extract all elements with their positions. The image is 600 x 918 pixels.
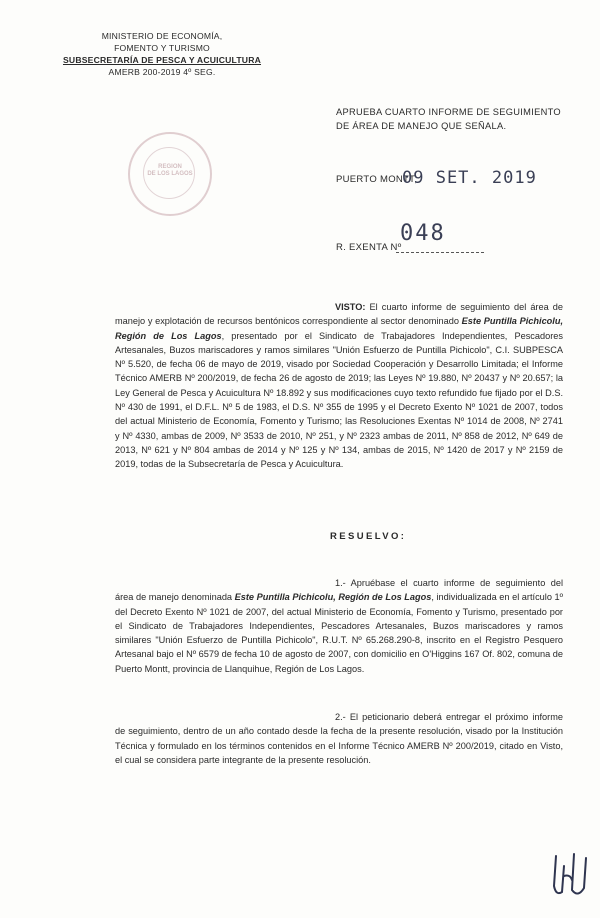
handwritten-date: 09 SET. 2019 [402,168,537,188]
file-reference: AMERB 200-2019 4º SEG. [108,67,216,77]
item-1-text-2: , individualizada en el artículo 1º del Decreto Exento Nº 1021 de 2007, del actual Ministerio de Economía, Fomento y Turismo, presentado por el Sindicato de Trabajadores Independientes, Pescadores Artesanales, Buzos mariscadores y ramos similares "Unión Esfuerzo de Puntilla Pichicolo", R.U.T. Nº 65.268.290-8, inscrito en el Registro Pesquero Artesanal bajo el Nº 6579 de fecha 10 de agosto de 2007, con domicilio en O'Higgins 167 Of. 802, comuna de Puerto Montt, provincia de Llanquihue, Región de Los Lagos. [115,592,563,674]
office-stamp [128,132,212,216]
visto-text-2: , presentado por el Sindicato de Trabajadores Independientes, Pescadores Artesanales, Buzos mariscadores y ramos similares "Unión Esfuerzo de Puntilla Pichicolo", C.I. SUBPESCA Nº 5.520, de fecha 06 de mayo de 2019, visado por Sociedad Cooperación y Desarrollo Limitada; el Informe Técnico AMERB Nº 200/2019, de fecha 26 de agosto de 2019; las Leyes Nº 19.880, Nº 20437 y Nº 20.657; la Ley General de Pesca y Acuicultura Nº 18.892 y sus modificaciones cuyo texto refundido fue fijado por el D.S. Nº 430 de 1991, el D.F.L. Nº 5 de 1983, el D.S. Nº 355 de 1995 y el Decreto Exento Nº 1021 de 2007, todos del actual Ministerio de Economía, Fomento y Turismo; las Resoluciones Exentas Nº 1014 de 2008, Nº 2741 y Nº 4330, ambas de 2009, Nº 3533 de 2010, Nº 251, y Nº 2323 ambas de 2011, Nº 858 de 2012, Nº 649 de 2013, Nº 621 y Nº 804 ambas de 2014 y Nº 125 y Nº 134, ambas de 2015, Nº 1420 de 2017 y Nº 2159 de 2019, todas de la Subsecretaría de Pesca y Acuicultura. [115,330,563,470]
exenta-number-blank [396,252,484,253]
ministry-name-2: FOMENTO Y TURISMO [114,43,210,53]
resolution-item-1 [115,576,563,676]
visto-paragraph [115,300,563,472]
exenta-label: R. EXENTA Nº [336,242,402,253]
item-1-text-1: 1.- Apruébase el cuarto informe de seguimiento del área de manejo denominada [115,578,563,603]
visto-area-name: Este Puntilla Pichicolu, Región de Los Lagos [115,316,564,341]
signature-initials [548,846,590,902]
resuelvo-heading: RESUELVO: [330,531,407,542]
resolution-item-2: 2.- El peticionario deberá entregar el próximo informe de seguimiento, dentro de un año contado desde la fecha de la presente resolución, visado por la Institución Técnica y formulado en los términos contenidos en el Informe Técnico AMERB Nº 200/2019, citado en Visto, el cual se considera parte integrante de la presente resolución. [115,712,563,765]
ministry-name: MINISTERIO DE ECONOMÍA, [101,31,223,41]
stamp-text [130,164,210,178]
ministry-header [62,30,262,78]
handwritten-resolution-number: 048 [400,221,446,246]
document-subject [336,105,576,133]
place-label: PUERTO MONTT, [336,174,418,185]
stamp-text-line-2: DE LOS LAGOS [147,171,193,177]
subject-line-1: APRUEBA CUARTO INFORME DE SEGUIMIENTO [336,107,561,117]
stamp-text-line-1: REGION [158,164,182,170]
item-1-area-name: Este Puntilla Pichicolu, Región de Los Lagos [234,592,432,603]
visto-text-1: El cuarto informe de seguimiento del área de manejo y explotación de recursos bentónicos correspondiente al sector denominado [115,302,563,327]
visto-lead: VISTO: [335,302,366,312]
subject-line-2: DE ÁREA DE MANEJO QUE SEÑALA. [336,121,507,131]
subsecretaria-name: SUBSECRETARÍA DE PESCA Y ACUICULTURA [62,55,262,65]
